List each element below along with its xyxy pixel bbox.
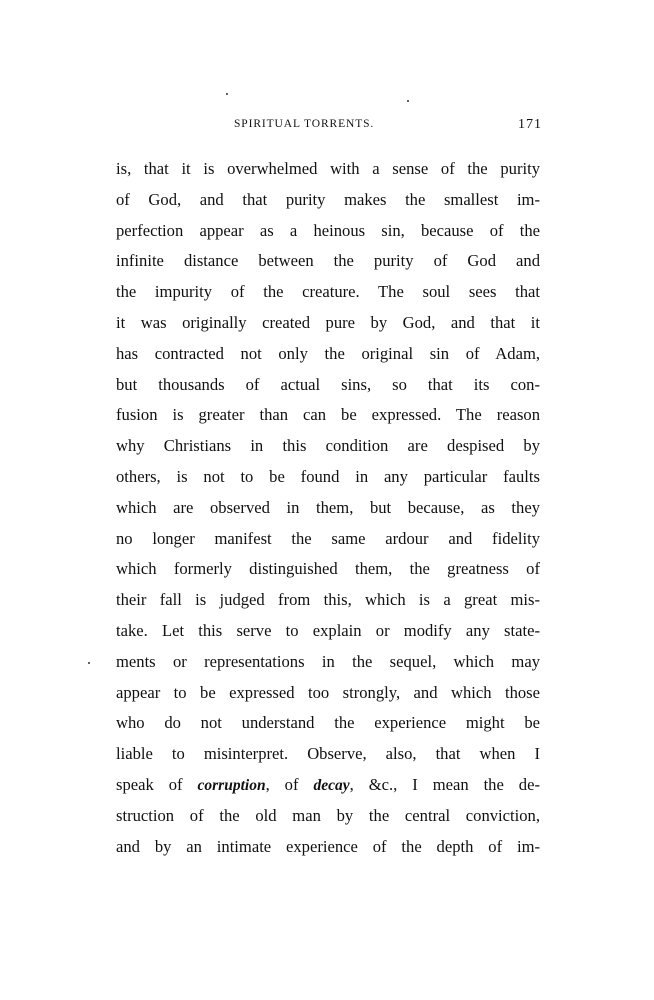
text-line: the impurity of the creature. The soul sees that bbox=[116, 282, 540, 302]
text-line: but thousands of actual sins, so that its con- bbox=[116, 374, 540, 394]
text-line: has contracted not only the original sin of Adam, bbox=[116, 343, 540, 363]
text-line: who do not understand the experience might be bbox=[116, 713, 540, 733]
text-run: , of bbox=[265, 774, 314, 794]
italic-word-decay: decay bbox=[313, 776, 350, 794]
text-line: struction of the old man by the central conviction, bbox=[116, 805, 540, 825]
text-line: and by an intimate experience of the depth of im- bbox=[116, 836, 540, 856]
body-text bbox=[116, 154, 540, 862]
scan-speck bbox=[226, 93, 228, 95]
text-line: infinite distance between the purity of God and bbox=[116, 251, 540, 271]
running-head bbox=[234, 118, 542, 138]
text-line: why Christians in this condition are despised by bbox=[116, 436, 540, 456]
text-line: fusion is greater than can be expressed. The reason bbox=[116, 405, 540, 425]
text-line: it was originally created pure by God, and that it bbox=[116, 312, 540, 332]
text-line: is, that it is overwhelmed with a sense of the purity bbox=[116, 159, 540, 178]
text-line: ments or representations in the sequel, which may bbox=[116, 651, 540, 671]
text-run: speak of bbox=[116, 774, 198, 794]
text-line: their fall is judged from this, which is a great mis- bbox=[116, 590, 540, 610]
text-line: which formerly distinguished them, the greatness of bbox=[116, 559, 540, 579]
text-line: others, is not to be found in any particular faults bbox=[116, 466, 540, 486]
italic-word-corruption: corruption bbox=[197, 776, 266, 794]
running-head-title: SPIRITUAL TORRENTS. bbox=[234, 118, 375, 130]
text-line: no longer manifest the same ardour and fidelity bbox=[116, 528, 540, 548]
text-run: , &c., I mean the de- bbox=[349, 774, 540, 794]
scan-speck bbox=[88, 662, 90, 664]
text-line: perfection appear as a heinous sin, because of the bbox=[116, 220, 540, 240]
text-line: take. Let this serve to explain or modify any state- bbox=[116, 620, 540, 640]
page-number: 171 bbox=[518, 117, 542, 132]
text-line: which are observed in them, but because, as they bbox=[116, 497, 540, 517]
text-line: liable to misinterpret. Observe, also, that when I bbox=[116, 744, 540, 764]
text-line: appear to be expressed too strongly, and which those bbox=[116, 682, 540, 702]
text-line bbox=[116, 770, 540, 801]
scan-speck bbox=[407, 100, 409, 102]
text-line: of God, and that purity makes the smallest im- bbox=[116, 189, 540, 209]
